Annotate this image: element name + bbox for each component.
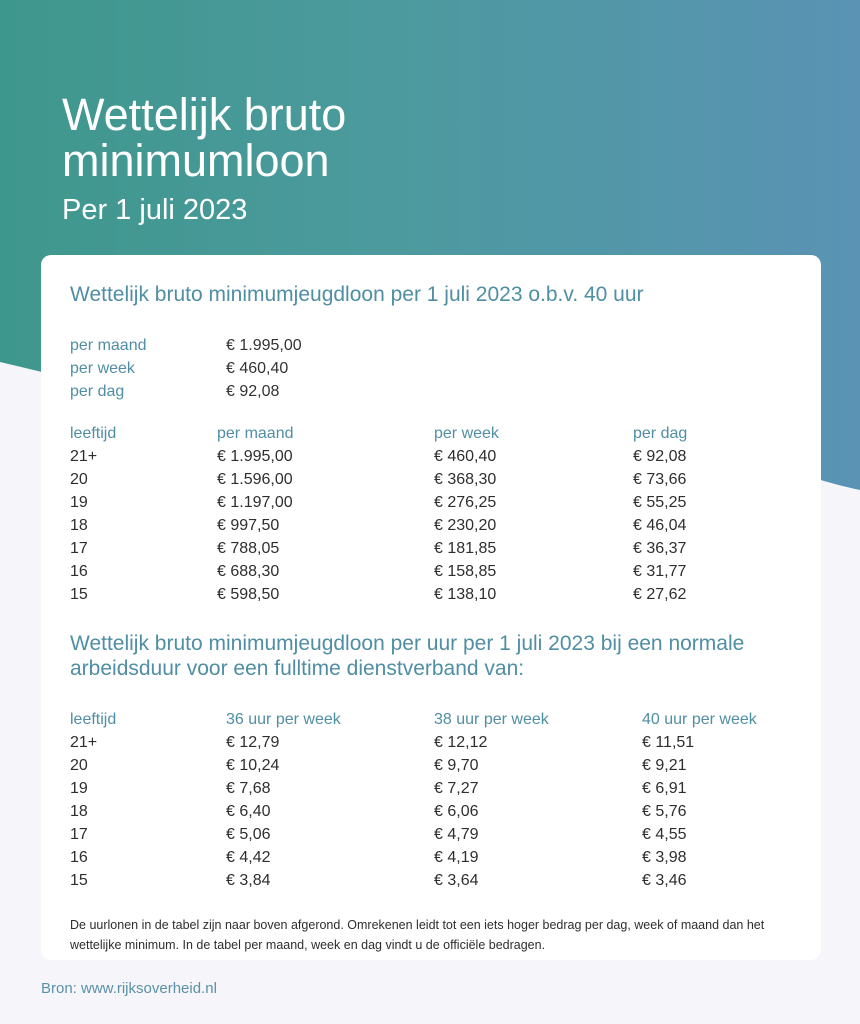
table-cell: € 1.596,00 (217, 471, 293, 488)
table-cell: 16 (70, 849, 88, 866)
table-cell: € 138,10 (434, 586, 497, 603)
table-row (70, 514, 810, 537)
table-row (70, 445, 810, 468)
table-cell: € 6,91 (642, 780, 687, 797)
table-cell: 21+ (70, 734, 98, 751)
summary-label: per maand (70, 337, 147, 354)
table-cell: € 36,37 (633, 540, 687, 557)
table-cell: 15 (70, 872, 88, 889)
summary-label: per dag (70, 383, 125, 400)
table-cell: € 4,42 (226, 849, 271, 866)
page-title: Wettelijk bruto minimumloon (62, 89, 347, 186)
table-row (70, 731, 810, 754)
summary-list (70, 334, 470, 403)
table-cell: € 7,27 (434, 780, 479, 797)
table-cell: € 1.197,00 (217, 494, 293, 511)
page-subtitle: Per 1 juli 2023 (62, 194, 248, 226)
column-header: per week (434, 425, 499, 442)
wage-table-hourly (70, 708, 810, 892)
table-cell: € 10,24 (226, 757, 280, 774)
table-row (70, 846, 810, 869)
table-cell: € 230,20 (434, 517, 497, 534)
table-row (70, 491, 810, 514)
table-row (70, 468, 810, 491)
summary-row (70, 380, 470, 403)
table-cell: € 12,12 (434, 734, 488, 751)
table-row (70, 777, 810, 800)
table-cell: € 5,76 (642, 803, 687, 820)
table-row (70, 823, 810, 846)
column-header: per maand (217, 425, 294, 442)
table-cell: € 9,21 (642, 757, 687, 774)
table-cell: 20 (70, 757, 88, 774)
table-cell: € 3,98 (642, 849, 687, 866)
table-cell: € 31,77 (633, 563, 687, 580)
summary-value: € 1.995,00 (226, 337, 302, 354)
table-cell: € 46,04 (633, 517, 687, 534)
table-cell: € 460,40 (434, 448, 497, 465)
column-header: leeftijd (70, 711, 117, 728)
column-header: 36 uur per week (226, 711, 341, 728)
table-cell: € 12,79 (226, 734, 280, 751)
table-cell: € 4,55 (642, 826, 687, 843)
table-cell: 17 (70, 540, 88, 557)
table-cell: € 3,84 (226, 872, 271, 889)
table-header-row (70, 422, 810, 445)
column-header: leeftijd (70, 425, 117, 442)
table-cell: 17 (70, 826, 88, 843)
table-cell: € 788,05 (217, 540, 280, 557)
table-cell: € 27,62 (633, 586, 687, 603)
table-cell: € 4,19 (434, 849, 479, 866)
table-cell: € 92,08 (633, 448, 687, 465)
table-cell: € 9,70 (434, 757, 479, 774)
table-cell: 20 (70, 471, 88, 488)
table-cell: € 11,51 (642, 734, 695, 751)
table-cell: € 997,50 (217, 517, 280, 534)
table-cell: € 6,40 (226, 803, 271, 820)
table-cell: 18 (70, 803, 88, 820)
table-cell: € 688,30 (217, 563, 280, 580)
table-cell: 19 (70, 780, 88, 797)
summary-label: per week (70, 360, 135, 377)
table-cell: 21+ (70, 448, 98, 465)
summary-row (70, 334, 470, 357)
table-cell: € 7,68 (226, 780, 271, 797)
section-heading-monthly: Wettelijk bruto minimumjeugdloon per 1 juli 2023 o.b.v. 40 uur (70, 283, 644, 306)
table-row (70, 869, 810, 892)
footnote: De uurlonen in de tabel zijn naar boven afgerond. Omrekenen leidt tot een iets hoger bedrag per dag, week of maand dan het wettelijke minimum. In de tabel per maand, week en dag vindt u de officiële bedragen. (70, 918, 765, 952)
table-cell: € 158,85 (434, 563, 497, 580)
column-header: per dag (633, 425, 688, 442)
table-row (70, 560, 810, 583)
table-row (70, 537, 810, 560)
section-heading-hourly: Wettelijk bruto minimumjeugdloon per uur per 1 juli 2023 bij een normale arbeidsduur voor een fulltime dienstverband van: (70, 632, 745, 680)
table-cell: € 3,64 (434, 872, 479, 889)
column-header: 38 uur per week (434, 711, 549, 728)
table-cell: € 3,46 (642, 872, 687, 889)
source-credit: Bron: www.rijksoverheid.nl (41, 980, 217, 997)
wage-table-period (70, 422, 810, 606)
table-cell: € 181,85 (434, 540, 497, 557)
table-header-row (70, 708, 810, 731)
table-cell: 16 (70, 563, 88, 580)
table-cell: 15 (70, 586, 88, 603)
table-cell: € 598,50 (217, 586, 280, 603)
table-cell: 19 (70, 494, 88, 511)
table-cell: € 368,30 (434, 471, 497, 488)
summary-value: € 92,08 (226, 383, 280, 400)
table-cell: € 4,79 (434, 826, 479, 843)
content-card (41, 255, 821, 960)
table-cell: € 73,66 (633, 471, 687, 488)
table-cell: € 6,06 (434, 803, 479, 820)
table-cell: € 1.995,00 (217, 448, 293, 465)
table-row (70, 583, 810, 606)
column-header: 40 uur per week (642, 711, 757, 728)
table-cell: € 276,25 (434, 494, 497, 511)
table-cell: € 5,06 (226, 826, 271, 843)
table-row (70, 800, 810, 823)
table-row (70, 754, 810, 777)
summary-value: € 460,40 (226, 360, 289, 377)
table-cell: 18 (70, 517, 88, 534)
table-cell: € 55,25 (633, 494, 687, 511)
summary-row (70, 357, 470, 380)
